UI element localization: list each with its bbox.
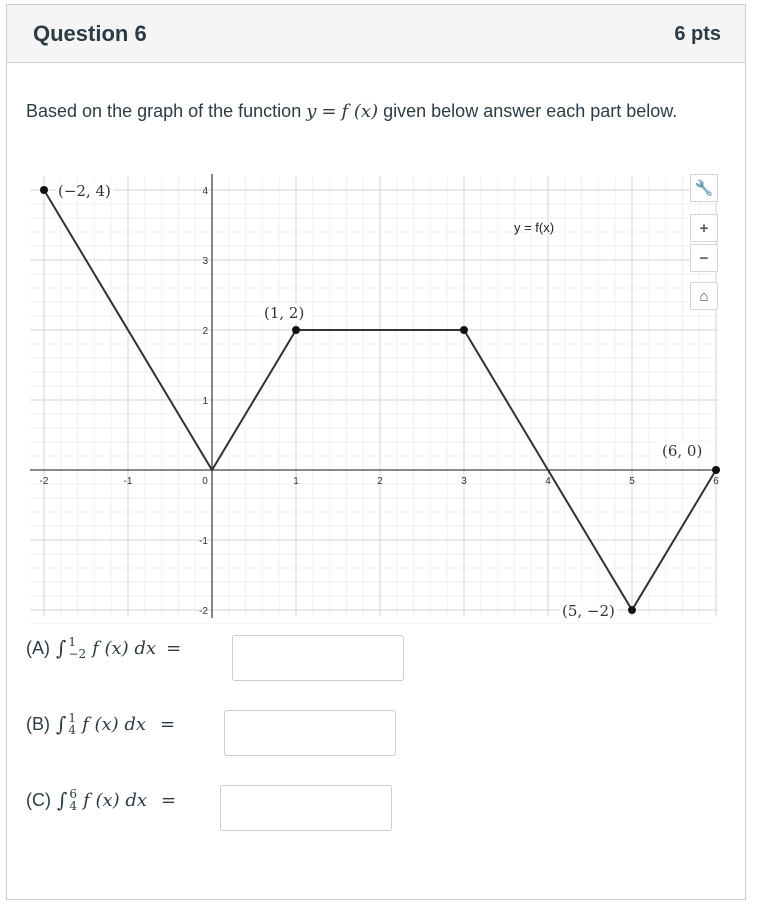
x-tick-label: 4 <box>545 476 551 487</box>
point-label: (5, −2) <box>562 602 615 620</box>
x-tick-label: 5 <box>629 476 635 487</box>
question-header <box>7 5 745 63</box>
integrand: f (x) dx <box>92 637 157 659</box>
upper-limit: 1 <box>68 635 77 649</box>
y-tick-label: -1 <box>199 536 208 547</box>
limits <box>68 636 86 660</box>
point-label: (1, 2) <box>264 304 305 322</box>
equals-sign: = <box>166 637 182 659</box>
upper-limit: 6 <box>69 787 78 801</box>
prompt-text-before: Based on the graph of the function <box>26 101 302 121</box>
question-prompt <box>26 96 726 127</box>
y-tick-label: 3 <box>202 256 208 267</box>
data-point <box>292 326 300 334</box>
point-label: (−2, 4) <box>58 182 111 200</box>
integral-sign: ∫ <box>57 788 68 812</box>
part-c-label: (C) <box>26 789 51 810</box>
x-tick-label: -1 <box>123 476 133 487</box>
prompt-y: y <box>306 101 317 122</box>
equals-sign: = <box>161 789 177 811</box>
x-tick-label: 3 <box>461 476 467 487</box>
part-a <box>26 636 181 660</box>
equals-sign: = <box>160 713 176 735</box>
prompt-fx: f (x) <box>341 101 379 122</box>
lower-limit: −2 <box>68 647 87 661</box>
function-graph[interactable] <box>26 172 722 624</box>
y-tick-label: 4 <box>202 186 208 197</box>
x-tick-label: 0 <box>202 476 208 487</box>
question-points: 6 pts <box>674 23 721 45</box>
answer-input-a[interactable] <box>232 635 404 681</box>
answer-input-b[interactable] <box>224 710 396 756</box>
x-tick-label: 6 <box>713 476 719 487</box>
zoom-in-button[interactable]: + <box>690 214 718 242</box>
answer-input-c[interactable] <box>220 785 392 831</box>
question-title: Question 6 <box>33 21 147 46</box>
graph-canvas[interactable] <box>26 172 722 624</box>
data-point <box>628 606 636 614</box>
part-c <box>26 788 176 812</box>
limits <box>68 712 76 736</box>
home-icon[interactable]: ⌂ <box>690 282 718 310</box>
limits <box>69 788 77 812</box>
x-tick-label: 1 <box>293 476 299 487</box>
part-b <box>26 712 175 736</box>
integrand: f (x) dx <box>83 789 148 811</box>
wrench-icon[interactable]: 🔧 <box>690 174 718 202</box>
zoom-out-button[interactable]: − <box>690 244 718 272</box>
point-label: (6, 0) <box>662 442 703 460</box>
lower-limit: 4 <box>69 799 78 813</box>
part-b-label: (B) <box>26 713 50 734</box>
integrand: f (x) dx <box>82 713 147 735</box>
x-tick-label: -2 <box>39 476 49 487</box>
integral-sign: ∫ <box>56 712 67 736</box>
curve-label: y = f(x) <box>513 220 555 235</box>
lower-limit: 4 <box>68 723 77 737</box>
y-tick-label: 1 <box>202 396 208 407</box>
y-tick-label: -2 <box>199 606 208 617</box>
y-tick-label: 2 <box>202 326 208 337</box>
data-point <box>712 466 720 474</box>
x-tick-label: 2 <box>377 476 383 487</box>
prompt-eq: = <box>321 101 337 122</box>
data-point <box>40 186 48 194</box>
integral-sign: ∫ <box>56 636 67 660</box>
part-a-label: (A) <box>26 637 50 658</box>
data-point <box>460 326 468 334</box>
prompt-text-after: given below answer each part below. <box>383 101 678 121</box>
upper-limit: 1 <box>68 711 77 725</box>
